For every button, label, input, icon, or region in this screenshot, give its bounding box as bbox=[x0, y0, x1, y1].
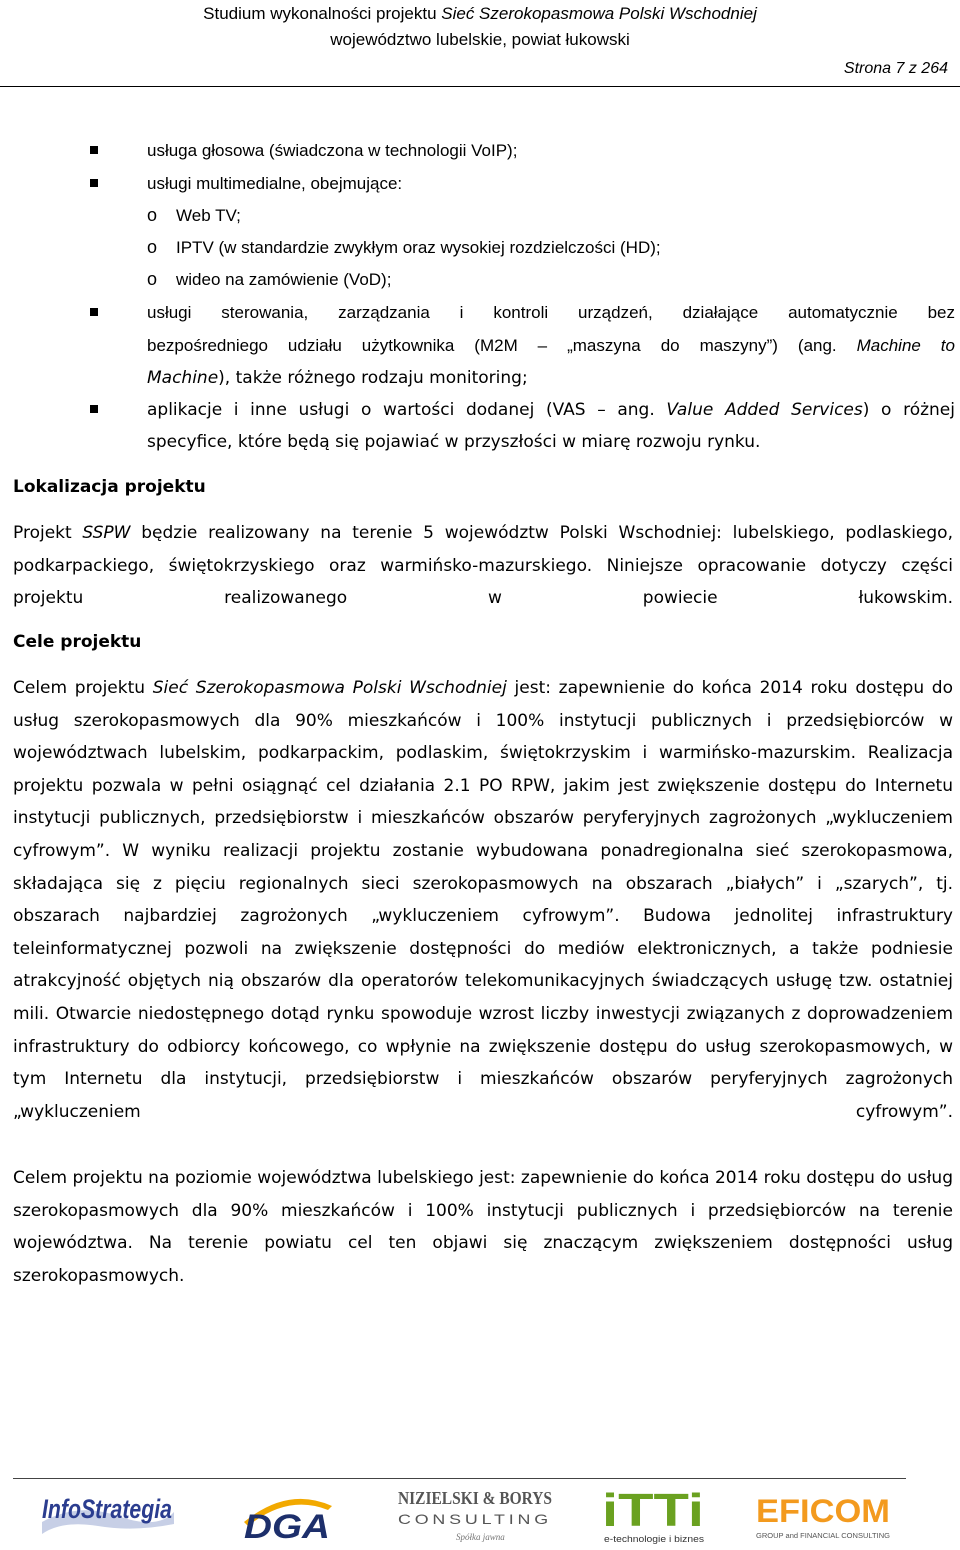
section-heading-location: Lokalizacja projektu bbox=[13, 477, 206, 497]
sub-bullet-marker: o bbox=[147, 237, 158, 257]
header-title-prefix: Studium wykonalności projektu bbox=[203, 4, 442, 23]
page-number: Strona 7 z 264 bbox=[843, 60, 948, 77]
paragraph-text: będzie realizowany na terenie 5 województw Polski Wschodniej: lubelskiego, podlaskiego, podkarpackiego, świętokrzyskiego oraz warmińsko-mazurskiego. Niniejsze opracowanie dotyczy części projektu realizowanego w powiecie łukowskim. bbox=[13, 523, 953, 609]
bullet-marker bbox=[90, 308, 98, 316]
nizielski-logo-text: NIZIELSKI & BORYS bbox=[398, 1488, 552, 1508]
itti-logo-text: iTTi bbox=[602, 1484, 704, 1536]
itti-logo-subtext: e-technologie i biznes bbox=[604, 1534, 705, 1544]
list-item-italic: Machine bbox=[147, 368, 219, 388]
paragraph-goals-2: Celem projektu na poziomie województwa lubelskiego jest: zapewnienie do końca 2014 roku dostępu do usług szerokopasmowych dla 90% mieszkańców i 100% instytucji publicznych i przedsiębiorców na terenie województwa. Na terenie powiatu cel ten objawi się znaczącym zwiększeniem dostępności usług szerokopasmowych. bbox=[13, 1168, 953, 1286]
eficom-logo-subtext: GROUP and FINANCIAL CONSULTING bbox=[756, 1533, 890, 1540]
eficom-logo bbox=[754, 1482, 894, 1546]
sub-bullet-marker: o bbox=[147, 205, 158, 225]
section-heading-goals: Cele projektu bbox=[13, 632, 142, 652]
itti-logo bbox=[598, 1482, 710, 1546]
header-divider bbox=[0, 86, 960, 87]
list-item-continued: specyfice, które będą się pojawiać w przyszłości w miarę rozwoju rynku. bbox=[147, 432, 761, 452]
paragraph-text: jest: zapewnienie do końca 2014 roku dostępu do usług szerokopasmowych dla 90% mieszkańców i 100% instytucji publicznych i przedsiębiorców w województwach lubelskim, podkarpackim, podlaskim, świętokrzyskim i warmińsko-mazurskim. Realizacja projektu pozwala w pełni osiągnąć cel działania 2.1 PO RPW, jakim jest zwiększenie dostępu do Internetu instytucji publicznych, przedsiębiorstw i mieszkańców obszarów peryferyjnych zagrożonych „wykluczeniem cyfrowym”. W wyniku realizacji projektu zostanie wybudowana ponadregionalna sieć szerokopasmowa, składająca się z pięciu regionalnych sieci szerokopasmowych na obszarach „białych” i „szarych”, tj. obszarach najbardziej zagrożonych „wykluczeniem cyfrowym”. Budowa jednolitej infrastruktury teleinformatycznej pozwoli na zwiększenie dostępności do mediów elektronicznych, a także podniesie atrakcyjność objętych nią obszarów dla operatorów telekomunikacyjnych świadczących usługę tzw. ostatniej mili. Otwarcie niedostępnego dotąd rynku spowoduje wzrost liczby inwestycji związanych z doprowadzeniem infrastruktury do odbiorcy końcowego, co wpłynie na zwiększenie dostępu do usług szerokopasmowych, w tym Internetu dla instytucji, przedsiębiorstw i mieszkańców obszarów peryferyjnych zagrożonych „wykluczeniem cyfrowym”. bbox=[13, 678, 953, 1122]
sub-list-item: IPTV (w standardzie zwykłym oraz wysokiej rozdzielczości (HD); bbox=[176, 238, 661, 257]
nizielski-logo-tagline: Spółka jawna bbox=[456, 1532, 505, 1542]
sub-list-item: wideo na zamówienie (VoD); bbox=[176, 270, 392, 289]
list-item bbox=[147, 399, 955, 421]
list-item-text: aplikacje i inne usługi o wartości dodanej (VAS – ang. bbox=[147, 400, 667, 420]
list-item: usługi multimedialne, obejmujące: bbox=[147, 174, 403, 193]
header-title bbox=[0, 4, 960, 24]
dga-logo bbox=[238, 1482, 338, 1546]
paragraph-text: Projekt bbox=[13, 523, 83, 543]
paragraph-location bbox=[13, 517, 953, 615]
list-item-italic: Machine to bbox=[856, 336, 955, 355]
list-item-text: bezpośredniego udziału użytkownika (M2M – „maszyna do maszyny”) (ang. bbox=[147, 336, 857, 355]
paragraph-goals-1 bbox=[13, 672, 953, 1128]
infostrategia-logo bbox=[38, 1482, 178, 1546]
list-item-continued bbox=[147, 367, 528, 389]
paragraph-text: Celem projektu bbox=[13, 678, 153, 698]
bullet-marker bbox=[90, 405, 98, 413]
sub-bullet-marker: o bbox=[147, 269, 158, 289]
nizielski-borys-logo bbox=[396, 1482, 556, 1546]
list-item-italic: Value Added Services bbox=[666, 400, 863, 420]
bullet-marker bbox=[90, 146, 98, 154]
dga-logo-text: DGA bbox=[244, 1508, 330, 1546]
nizielski-logo-subtext: CONSULTING bbox=[398, 1511, 552, 1527]
paragraph-italic: Sieć Szerokopasmowa Polski Wschodniej bbox=[152, 678, 507, 698]
list-item-text: ), także różnego rodzaju monitoring; bbox=[218, 368, 528, 388]
list-item: usługi sterowania, zarządzania i kontroli urządzeń, działające automatycznie bez bbox=[147, 303, 955, 322]
header-region: województwo lubelskie, powiat łukowski bbox=[330, 30, 630, 49]
paragraph-italic: SSPW bbox=[82, 523, 131, 543]
list-item-text: ) o różnej bbox=[862, 400, 955, 420]
footer-divider bbox=[13, 1478, 906, 1479]
eficom-logo-text: EFICOM bbox=[756, 1493, 890, 1529]
header-title-project: Sieć Szerokopasmowa Polski Wschodniej bbox=[441, 4, 757, 23]
sub-list-item: Web TV; bbox=[176, 206, 241, 225]
list-item-continued bbox=[147, 335, 955, 357]
list-item: usługa głosowa (świadczona w technologii VoIP); bbox=[147, 141, 518, 160]
bullet-marker bbox=[90, 179, 98, 187]
infostrategia-logo-text: InfoStrategia bbox=[42, 1494, 172, 1524]
